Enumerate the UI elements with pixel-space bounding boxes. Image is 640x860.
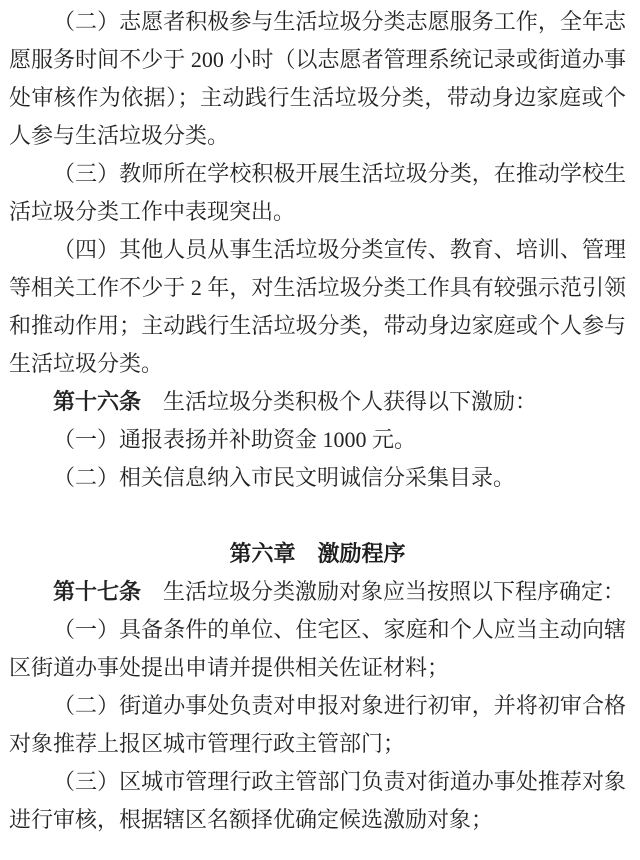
article-17-text: 生活垃圾分类激励对象应当按照以下程序确定： — [141, 579, 626, 604]
paragraph-item-4-other-personnel: （四）其他人员从事生活垃圾分类宣传、教育、培训、管理等相关工作不少于 2 年，对生活垃圾分类工作具有较强示范引领和推动作用；主动践行生活垃圾分类，带动身边家庭或个人参与生活垃圾分类。 — [9, 237, 626, 376]
paragraph-article-17-item-3: （三）区城市管理行政主管部门负责对街道办事处推荐对象进行审核，根据辖区名额择优确定候选激励对象； — [9, 769, 626, 832]
article-17-number: 第十七条 — [53, 579, 142, 604]
article-16-text: 生活垃圾分类积极个人获得以下激励： — [141, 389, 538, 414]
paragraph-article-17-item-2: （二）街道办事处负责对申报对象进行初审，并将初审合格对象推荐上报区城市管理行政主管部门； — [9, 693, 626, 756]
chapter-6-heading: 第六章 激励程序 — [229, 541, 406, 566]
paragraph-item-2-volunteers: （二）志愿者积极参与生活垃圾分类志愿服务工作，全年志愿服务时间不少于 200 小时（以志愿者管理系统记录或街道办事处审核作为依据）；主动践行生活垃圾分类，带动身边家庭或个人参与生活垃圾分类。 — [9, 9, 626, 148]
paragraph-article-17 — [9, 573, 626, 611]
article-16-number: 第十六条 — [53, 389, 142, 414]
paragraph-article-16 — [9, 383, 626, 421]
paragraph-item-3-teachers: （三）教师所在学校积极开展生活垃圾分类，在推动学校生活垃圾分类工作中表现突出。 — [9, 161, 626, 224]
paragraph-article-17-item-1: （一）具备条件的单位、住宅区、家庭和个人应当主动向辖区街道办事处提出申请并提供相关佐证材料； — [9, 617, 626, 680]
paragraph-article-16-item-2: （二）相关信息纳入市民文明诚信分采集目录。 — [53, 465, 516, 490]
paragraph-article-16-item-1: （一）通报表扬并补助资金 1000 元。 — [53, 427, 417, 452]
